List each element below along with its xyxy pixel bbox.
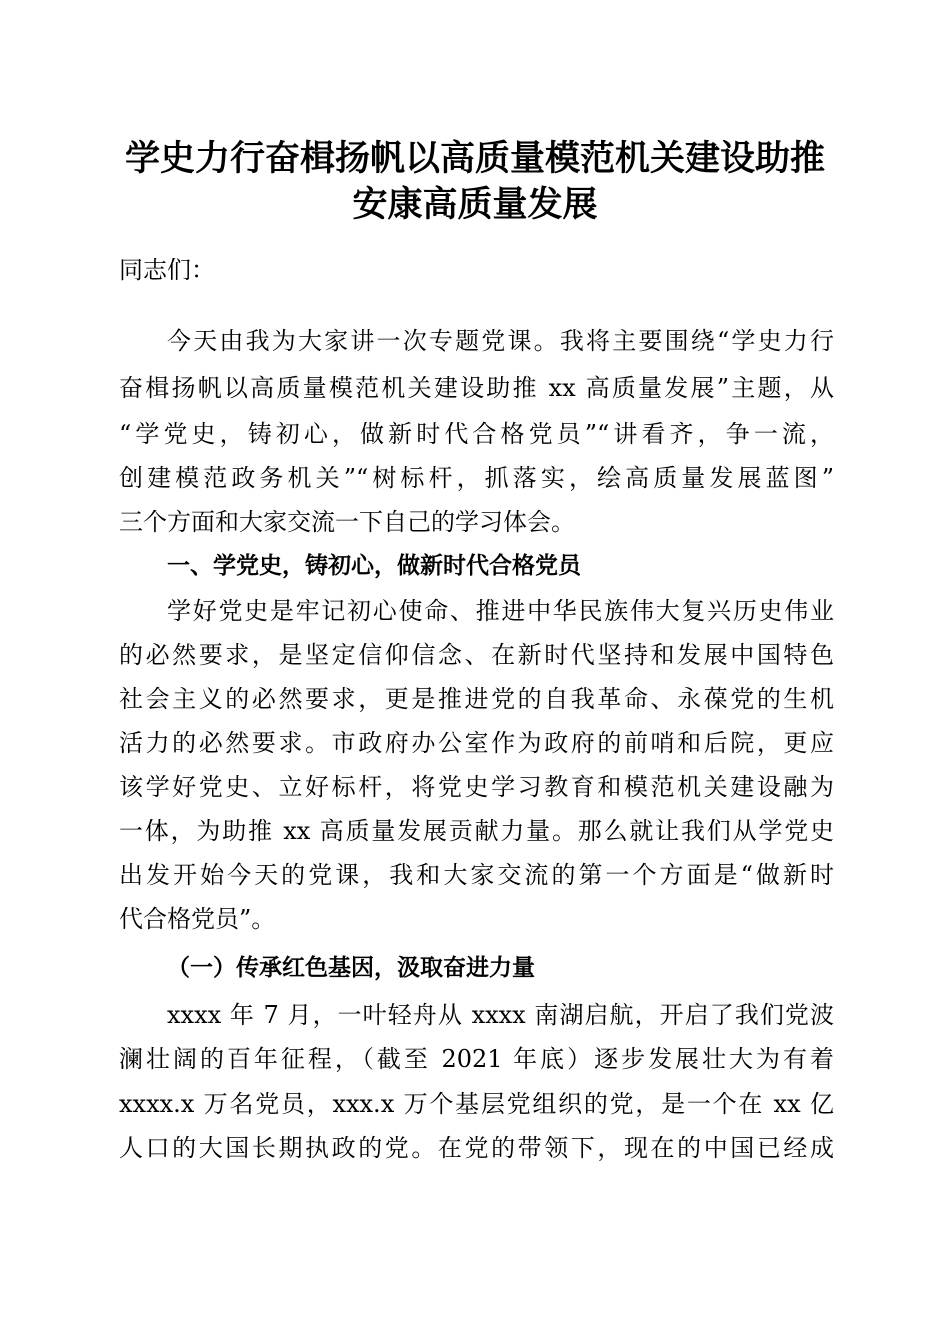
intro-line: “学党史，铸初心，做新时代合格党员”“讲看齐，争一流， (119, 420, 834, 448)
subsection1-line: 人口的大国长期执政的党。在党的带领下，现在的中国已经成 (119, 1134, 834, 1162)
intro-line: 今天由我为大家讲一次专题党课。我将主要围绕“学史力行 (167, 327, 834, 355)
intro-line: 三个方面和大家交流一下自己的学习体会。 (119, 508, 575, 536)
section1-line: 的必然要求，是坚定信仰信念、在新时代坚持和发展中国特色 (119, 641, 834, 669)
intro-line: 创建模范政务机关”“树标杆，抓落实，绘高质量发展蓝图” (119, 464, 834, 492)
title-line-2: 安康高质量发展 (352, 184, 598, 225)
section1-line: 出发开始今天的党课，我和大家交流的第一个方面是“做新时 (119, 861, 834, 889)
document-title (100, 136, 850, 228)
section-heading-1: 一、学党史，铸初心，做新时代合格党员 (167, 553, 581, 579)
section1-line: 活力的必然要求。市政府办公室作为政府的前哨和后院，更应 (119, 729, 834, 757)
salutation: 同志们： (119, 256, 215, 284)
intro-line: 奋楫扬帆以高质量模范机关建设助推 xx 高质量发展”主题，从 (119, 374, 834, 402)
section1-line: 一体，为助推 xx 高质量发展贡献力量。那么就让我们从学党史 (119, 817, 834, 845)
subsection1-line: xxxx.x 万名党员，xxx.x 万个基层党组织的党，是一个在 xx 亿 (119, 1090, 834, 1118)
section1-line: 学好党史是牢记初心使命、推进中华民族伟大复兴历史伟业 (167, 597, 834, 625)
subsection1-line: 澜壮阔的百年征程，（截至 2021 年底）逐步发展壮大为有着 (119, 1045, 834, 1073)
subsection-heading-1: （一）传承红色基因，汲取奋进力量 (167, 954, 535, 981)
subsection1-line: xxxx 年 7 月，一叶轻舟从 xxxx 南湖启航，开启了我们党波 (167, 1001, 834, 1029)
title-line-1: 学史力行奋楫扬帆以高质量模范机关建设助推 (124, 138, 825, 179)
section1-line: 社会主义的必然要求，更是推进党的自我革命、永葆党的生机 (119, 685, 834, 713)
section1-line: 该学好党史、立好标杆，将党史学习教育和模范机关建设融为 (119, 773, 834, 801)
section1-line: 代合格党员”。 (119, 905, 276, 933)
